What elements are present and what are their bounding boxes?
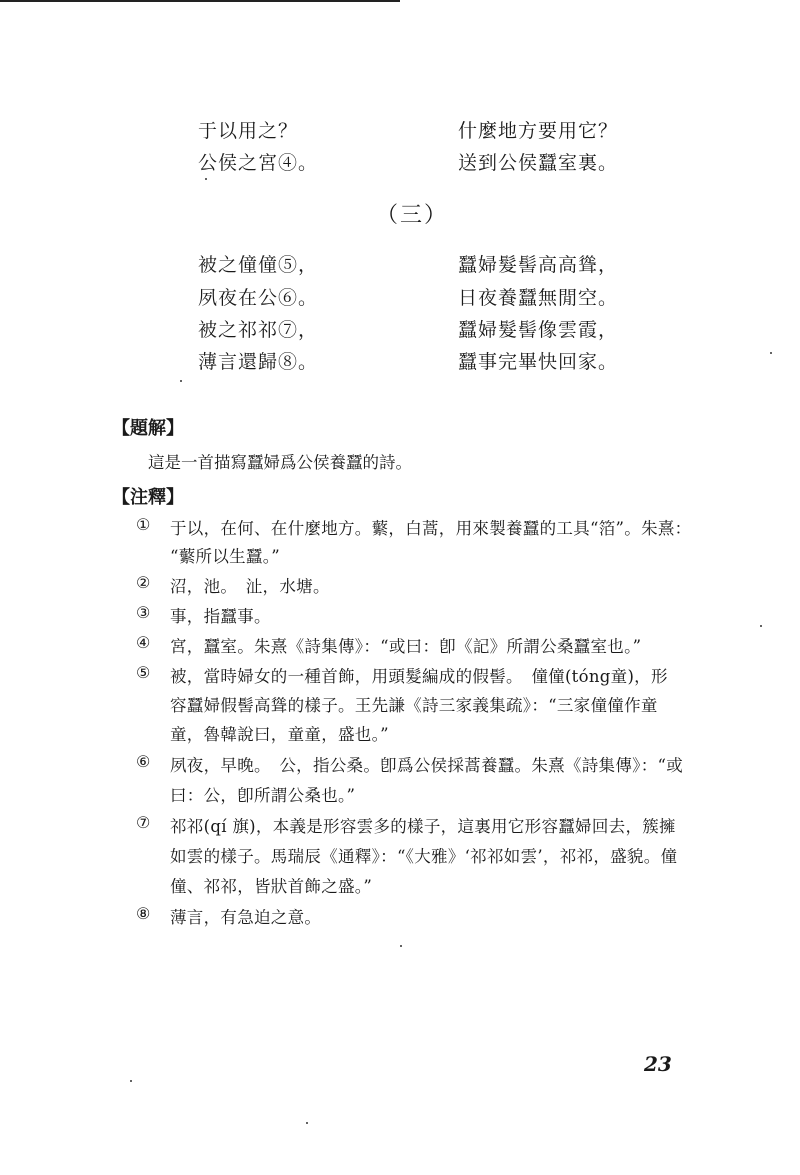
note-text-line: 沼，池。 沚，水塘。 <box>170 577 330 596</box>
note-text-line: 祁祁(qí 旗)，本義是形容雲多的樣子，這裏用它形容蠶婦回去，簇擁 <box>170 817 676 836</box>
poem-original-line: 被之僮僮⑤， <box>198 254 319 276</box>
note-text-line: “蘩所以生蠶。” <box>170 547 281 566</box>
scan-speck <box>306 1122 308 1124</box>
poem-original-line: 薄言還歸⑧。 <box>198 351 319 373</box>
poem-translation-line: 蠶婦髮髻高高聳， <box>458 254 619 276</box>
note-number: ⑧ <box>136 904 151 923</box>
poem-original-line: 夙夜在公⑥。 <box>198 287 319 309</box>
scan-speck <box>130 1080 132 1082</box>
note-number: ⑦ <box>136 813 151 832</box>
note-number: ⑤ <box>136 663 151 682</box>
note-text-line: 童，魯韓說曰，童童，盛也。” <box>170 725 389 744</box>
top-rule <box>0 0 400 2</box>
note-text-line: 薄言，有急迫之意。 <box>170 908 322 927</box>
note-number: ① <box>136 515 151 534</box>
note-text-line: 僮、祁祁，皆狀首飾之盛。” <box>170 877 373 896</box>
scan-speck <box>770 352 772 354</box>
scan-speck <box>400 945 402 947</box>
note-text-line: 容蠶婦假髻高聳的樣子。王先謙《詩三家義集疏》：“三家僮僮作童 <box>170 696 658 715</box>
scan-speck <box>180 380 182 382</box>
note-text-line: 曰：公，卽所謂公桑也。” <box>170 786 356 805</box>
note-number: ④ <box>136 633 151 652</box>
poem-translation-line: 蠶事完畢快回家。 <box>458 351 619 373</box>
section-marker: （三） <box>376 203 449 228</box>
note-text-line: 夙夜，早晚。 公，指公桑。卽爲公侯採蒿養蠶。朱熹《詩集傳》：“或 <box>170 756 684 775</box>
scan-speck <box>760 625 762 627</box>
notes-heading: 【注釋】 <box>112 487 184 508</box>
note-text-line: 于以，在何、在什麼地方。蘩，白蒿，用來製養蠶的工具“箔”。朱熹： <box>170 519 692 538</box>
poem-original-line: 于以用之？ <box>198 120 299 142</box>
poem-translation-line: 日夜養蠶無閒空。 <box>458 287 619 309</box>
poem-original-line: 被之祁祁⑦， <box>198 319 319 341</box>
note-number: ③ <box>136 603 151 622</box>
page-number: 23 <box>644 1052 672 1076</box>
scan-speck <box>205 178 207 180</box>
poem-translation-line: 什麼地方要用它？ <box>458 120 619 142</box>
explanation-text: 這是一首描寫蠶婦爲公侯養蠶的詩。 <box>148 453 412 472</box>
note-text-line: 被，當時婦女的一種首飾，用頭髮編成的假髻。 僮僮(tóng童)，形 <box>170 667 668 686</box>
explanation-heading: 【題解】 <box>112 418 184 439</box>
note-number: ② <box>136 573 151 592</box>
note-text-line: 宮，蠶室。朱熹《詩集傳》：“或曰：卽《記》所謂公桑蠶室也。” <box>170 637 642 656</box>
note-number: ⑥ <box>136 752 151 771</box>
note-text-line: 如雲的樣子。馬瑞辰《通釋》：“《大雅》‘祁祁如雲’，祁祁，盛貌。僮 <box>170 847 678 866</box>
poem-translation-line: 蠶婦髮髻像雲霞， <box>458 319 619 341</box>
note-text-line: 事，指蠶事。 <box>170 607 271 626</box>
poem-translation-line: 送到公侯蠶室裏。 <box>458 152 619 174</box>
poem-original-line: 公侯之宮④。 <box>198 152 319 174</box>
